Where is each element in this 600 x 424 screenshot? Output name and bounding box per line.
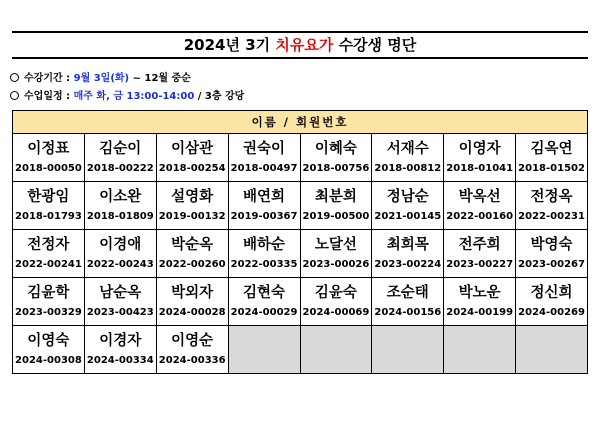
member-cell [372,182,444,230]
member-id: 2018-00812 [374,162,442,174]
member-name: 전정자 [27,236,70,253]
empty-cell [300,326,372,374]
empty-cell [444,326,516,374]
member-cell [228,134,300,182]
member-name: 박외자 [171,284,214,301]
member-name: 이혜숙 [314,140,357,157]
member-cell [84,182,156,230]
member-id: 2018-00497 [230,162,298,174]
member-name: 박옥선 [458,188,501,205]
member-name: 서재수 [386,140,429,157]
member-cell [84,230,156,278]
class-schedule-rest: / 3층 강당 [194,91,245,102]
member-cell [516,278,588,326]
member-name: 김옥연 [530,140,573,157]
member-cell [444,278,516,326]
member-cell [444,134,516,182]
member-roster-table [12,110,588,374]
member-name: 김현숙 [243,284,286,301]
member-cell [372,230,444,278]
member-id: 2018-01502 [518,162,585,174]
member-cell [156,230,228,278]
title-highlight: 치유요가 [275,36,334,54]
member-name: 이영자 [458,140,501,157]
member-cell [372,134,444,182]
table-row [13,278,588,326]
member-name: 이정표 [27,140,70,157]
member-cell [300,182,372,230]
circle-bullet-icon [10,91,19,100]
member-id: 2021-00145 [374,210,442,222]
member-cell [228,182,300,230]
member-name: 이영숙 [27,332,70,349]
member-name: 한광임 [27,188,70,205]
member-cell [156,134,228,182]
course-period-label: 수강기간 : [24,73,74,84]
member-id: 2018-01041 [446,162,514,174]
member-name: 김윤숙 [314,284,357,301]
member-id: 2018-00756 [302,162,370,174]
member-cell [228,278,300,326]
member-cell [516,134,588,182]
member-id: 2018-00254 [158,162,226,174]
empty-cell [516,326,588,374]
member-cell [444,230,516,278]
member-id: 2023-00267 [518,258,585,270]
member-name: 남순옥 [99,284,142,301]
member-name: 정남순 [386,188,429,205]
table-row [13,182,588,230]
member-id: 2023-00224 [374,258,442,270]
member-id: 2022-00160 [446,210,514,222]
member-name: 권숙이 [243,140,286,157]
member-name: 최희목 [386,236,429,253]
title-suffix: 수강생 명단 [333,36,417,54]
member-id: 2022-00243 [86,258,154,270]
course-period-value: 9월 3일(화) [73,73,130,84]
member-name: 박순옥 [171,236,214,253]
member-cell [300,230,372,278]
class-schedule [10,90,244,104]
member-id: 2024-00028 [158,306,226,318]
member-id: 2024-00334 [86,354,154,366]
member-id: 2024-00336 [158,354,226,366]
member-id: 2018-01793 [15,210,82,222]
member-name: 이경자 [99,332,142,349]
member-cell [84,278,156,326]
member-id: 2023-00227 [446,258,514,270]
member-cell [228,230,300,278]
member-cell [444,182,516,230]
member-name: 이삼관 [171,140,214,157]
page-title [12,31,588,59]
member-name: 김윤학 [27,284,70,301]
member-name: 이영순 [171,332,214,349]
member-id: 2022-00335 [230,258,298,270]
member-id: 2022-00241 [15,258,82,270]
member-id: 2018-01809 [86,210,154,222]
table-row [13,326,588,374]
member-cell [84,134,156,182]
member-cell [156,278,228,326]
member-cell [300,134,372,182]
member-id: 2024-00308 [15,354,82,366]
member-id: 2023-00423 [86,306,154,318]
member-cell [516,182,588,230]
member-id: 2024-00069 [302,306,370,318]
empty-cell [372,326,444,374]
member-cell [156,326,228,374]
course-period-rest: ~ 12월 중순 [129,73,191,84]
course-period [10,72,191,86]
member-cell [13,230,85,278]
member-name: 전정옥 [530,188,573,205]
member-name: 이소완 [99,188,142,205]
member-name: 김순이 [99,140,142,157]
member-id: 2022-00260 [158,258,226,270]
member-cell [156,182,228,230]
member-id: 2023-00329 [15,306,82,318]
member-name: 전주희 [458,236,501,253]
member-name: 박영숙 [530,236,573,253]
member-cell [13,134,85,182]
member-name: 노달선 [314,236,357,253]
member-cell [300,278,372,326]
member-id: 2018-00222 [86,162,154,174]
member-cell [13,278,85,326]
member-id: 2019-00132 [158,210,226,222]
member-id: 2024-00156 [374,306,442,318]
class-schedule-value: 매주 화, 금 13:00-14:00 [73,91,195,102]
table-header: 이름 / 회원번호 [13,111,588,134]
member-cell [372,278,444,326]
member-id: 2023-00026 [302,258,370,270]
member-cell [516,230,588,278]
circle-bullet-icon [10,73,19,82]
member-name: 이경애 [99,236,142,253]
table-row [13,230,588,278]
member-cell [84,326,156,374]
member-id: 2024-00199 [446,306,514,318]
empty-cell [228,326,300,374]
member-name: 설영화 [171,188,214,205]
member-cell [13,326,85,374]
class-schedule-label: 수업일정 : [24,91,74,102]
member-name: 박노운 [458,284,501,301]
title-prefix: 2024년 3기 [183,36,276,54]
member-name: 조순태 [386,284,429,301]
member-name: 최분희 [314,188,357,205]
member-id: 2018-00050 [15,162,82,174]
table-row [13,134,588,182]
member-name: 배연희 [243,188,286,205]
member-name: 배하순 [243,236,286,253]
member-id: 2024-00269 [518,306,585,318]
roster-body [13,134,588,374]
member-cell [13,182,85,230]
member-id: 2022-00231 [518,210,585,222]
member-id: 2019-00367 [230,210,298,222]
member-id: 2024-00029 [230,306,298,318]
member-name: 정신희 [530,284,573,301]
member-id: 2019-00500 [302,210,370,222]
